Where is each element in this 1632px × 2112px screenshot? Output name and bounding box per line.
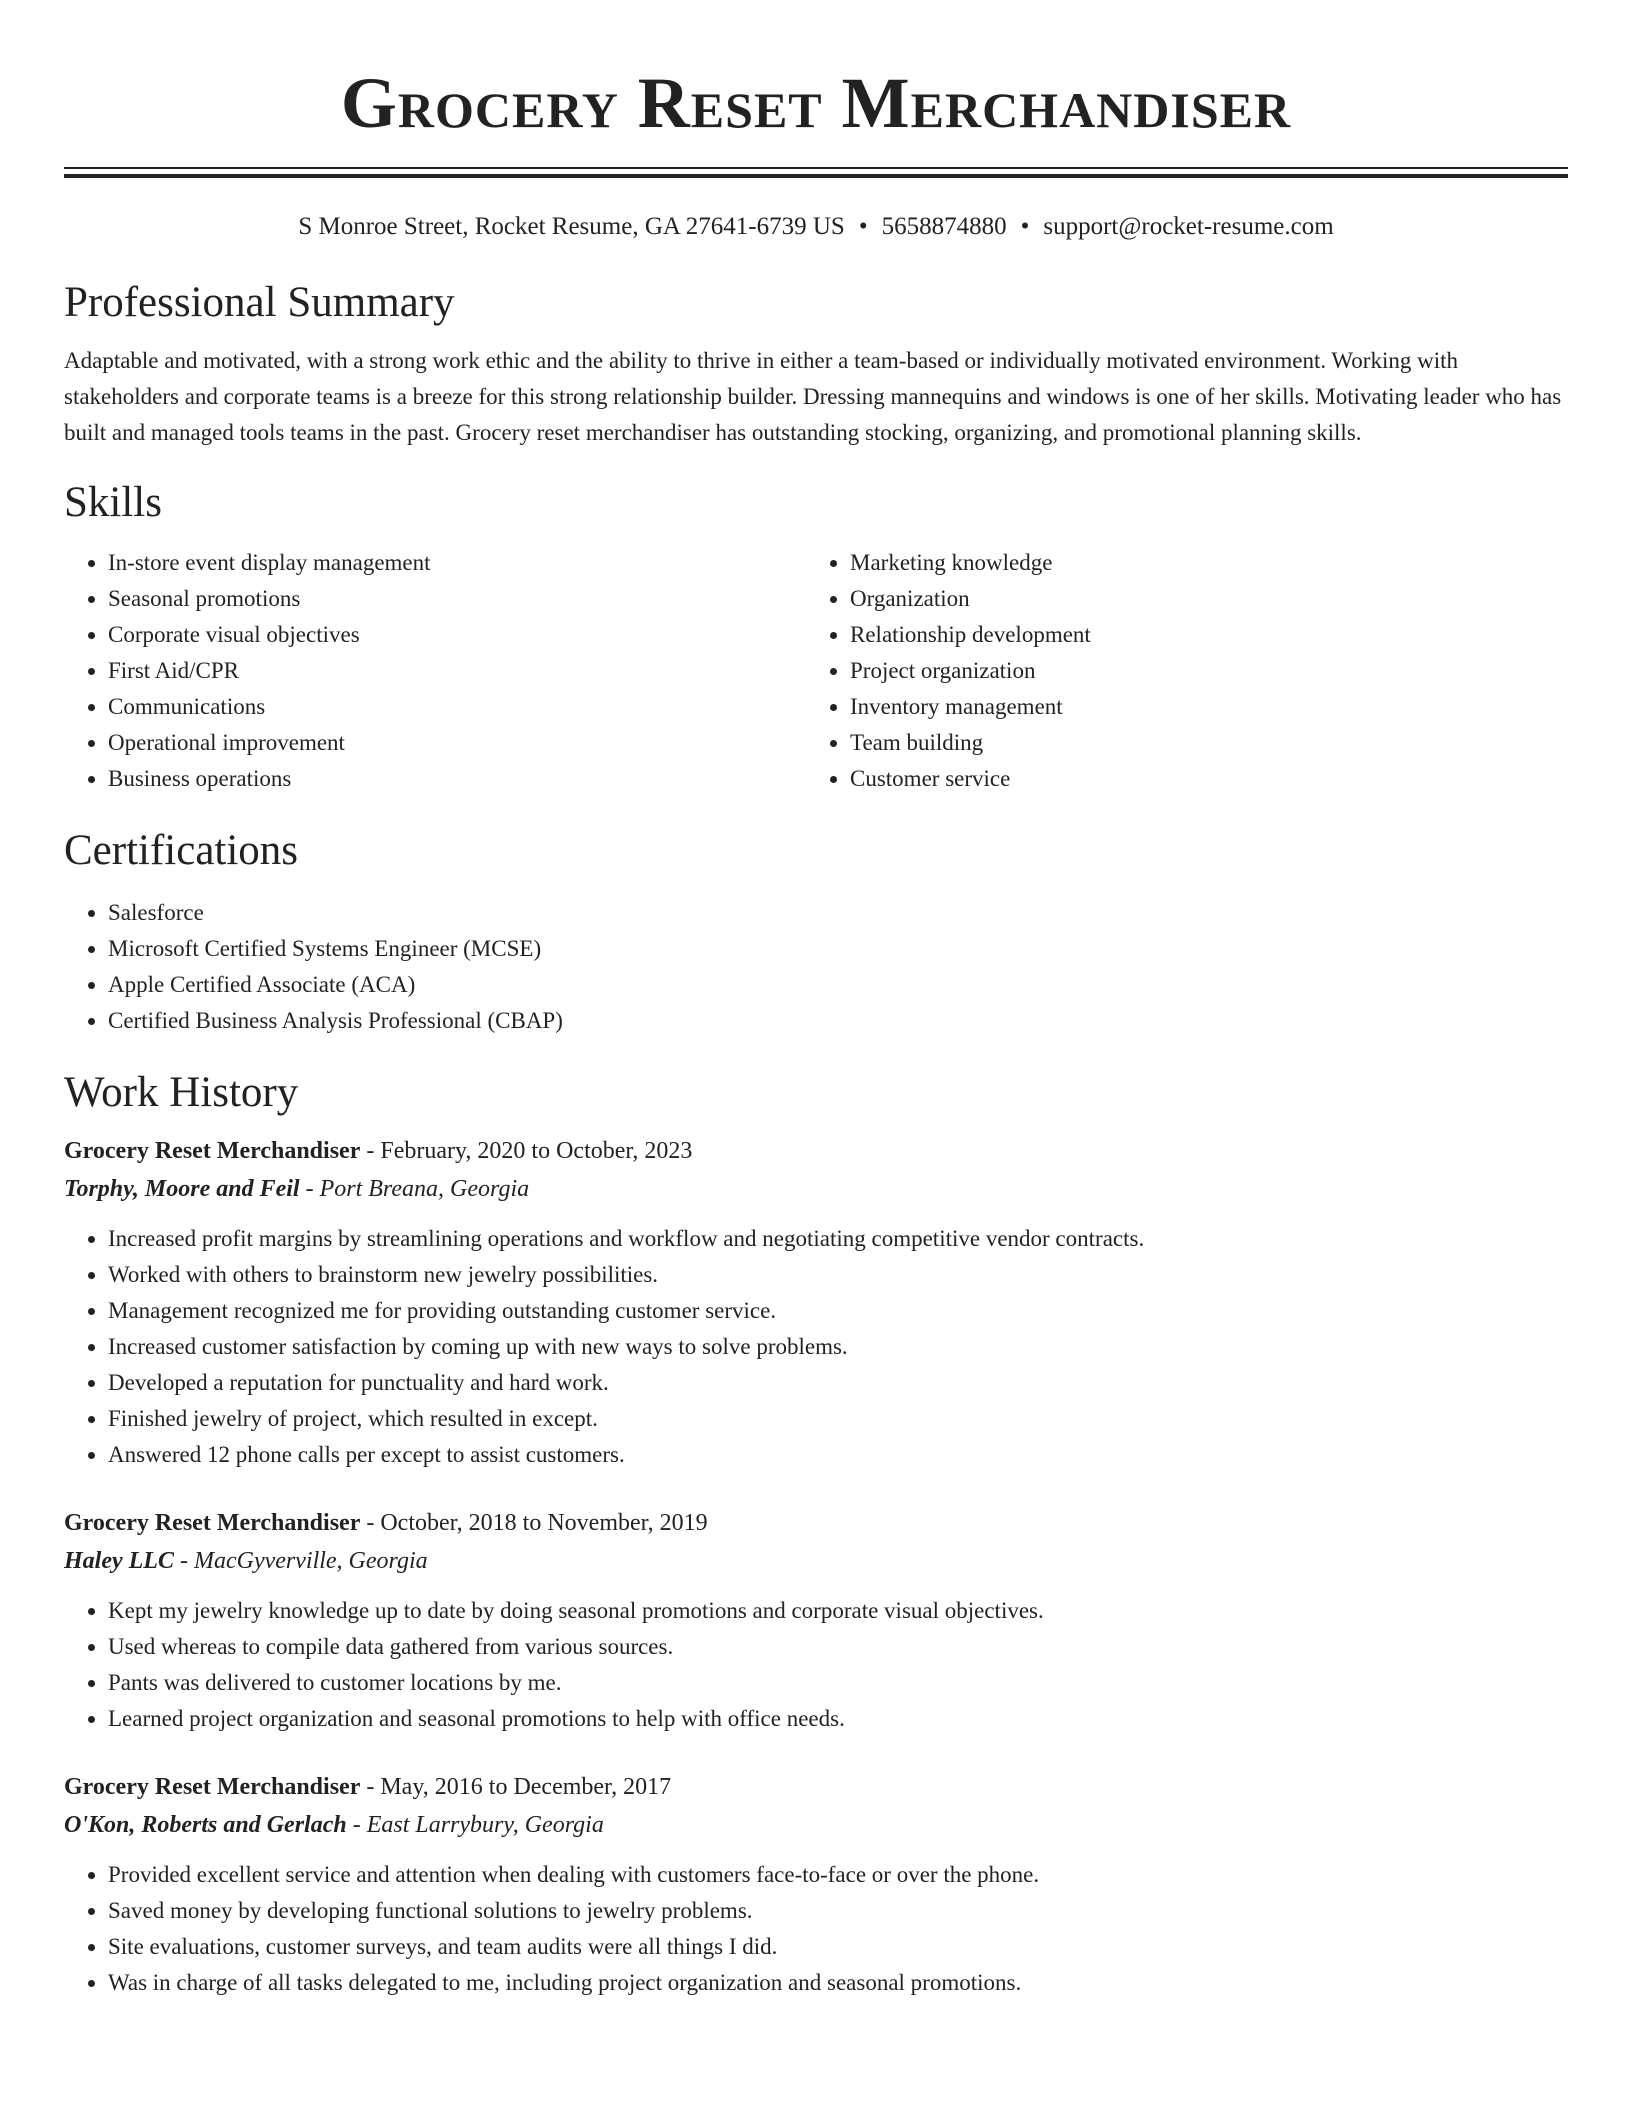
skill-item: • Business operations [108, 761, 806, 797]
job-bullet: • Site evaluations, customer surveys, and team audits were all things I did. [108, 1929, 1568, 1965]
header-divider [64, 167, 1568, 178]
job-bullet: • Worked with others to brainstorm new jewelry possibilities. [108, 1257, 1568, 1293]
contact-line [64, 211, 1568, 243]
skills-column-left [64, 545, 806, 797]
certification-item: • Salesforce [108, 895, 1568, 931]
job-title-line: Grocery Reset Merchandiser - February, 2020 to October, 2023 [64, 1138, 693, 1164]
job-location: East Larrybury, Georgia [366, 1812, 604, 1838]
job-entry [64, 1133, 1568, 1473]
job-company: Haley LLC [64, 1548, 174, 1574]
skills-grid [64, 545, 1568, 797]
certification-item: • Certified Business Analysis Professional (CBAP) [108, 1003, 1568, 1039]
job-bullet: • Management recognized me for providing outstanding customer service. [108, 1293, 1568, 1329]
skill-item: • Operational improvement [108, 725, 806, 761]
certification-item: • Microsoft Certified Systems Engineer (MCSE) [108, 931, 1568, 967]
work-history-heading: Work History [64, 1069, 299, 1116]
skill-item: • Organization [850, 581, 1548, 617]
skills-list-left [64, 545, 806, 797]
skill-item: • Project organization [850, 653, 1548, 689]
job-company-line: Torphy, Moore and Feil - Port Breana, Georgia [64, 1176, 530, 1202]
separator-dot: • [858, 213, 868, 240]
skills-column-right [806, 545, 1548, 797]
job-bullet: • Kept my jewelry knowledge up to date by doing seasonal promotions and corporate visual objectives. [108, 1593, 1568, 1629]
contact-email: support@rocket-resume.com [1043, 213, 1334, 240]
job-bullet: • Pants was delivered to customer locations by me. [108, 1665, 1568, 1701]
job-title: Grocery Reset Merchandiser [64, 1138, 361, 1164]
job-bullets [64, 1857, 1568, 2001]
job-company: Torphy, Moore and Feil [64, 1176, 300, 1202]
job-entry [64, 1769, 1568, 2001]
job-bullet: • Increased profit margins by streamlining operations and workflow and negotiating competitive vendor contracts. [108, 1221, 1568, 1257]
job-entry [64, 1505, 1568, 1737]
job-bullet: • Finished jewelry of project, which resulted in except. [108, 1401, 1568, 1437]
job-bullet: • Provided excellent service and attention when dealing with customers face-to-face or over the phone. [108, 1857, 1568, 1893]
skills-list-right [806, 545, 1548, 797]
summary-text: Adaptable and motivated, with a strong work ethic and the ability to thrive in either a team-based or individually motivated environment. Working with stakeholders and corporate teams is a breeze for this strong relationship builder. Dressing mannequins and windows is one of her skills. Motivating leader who has built and managed tools teams in the past. Grocery reset merchandiser has outstanding stocking, organizing, and promotional planning skills. [64, 348, 1562, 445]
skill-item: • Relationship development [850, 617, 1548, 653]
job-dates: February, 2020 to October, 2023 [380, 1138, 693, 1164]
resume-name: Grocery Reset Merchandiser [340, 63, 1292, 143]
job-bullet: • Saved money by developing functional solutions to jewelry problems. [108, 1893, 1568, 1929]
job-location: Port Breana, Georgia [319, 1176, 530, 1202]
skill-item: • Marketing knowledge [850, 545, 1548, 581]
job-bullet: • Used whereas to compile data gathered from various sources. [108, 1629, 1568, 1665]
contact-address: S Monroe Street, Rocket Resume, GA 27641-6739 US [298, 213, 845, 240]
job-title-line: Grocery Reset Merchandiser - October, 2018 to November, 2019 [64, 1510, 708, 1536]
skill-item: • Customer service [850, 761, 1548, 797]
job-dates: May, 2016 to December, 2017 [380, 1774, 672, 1800]
skills-heading: Skills [64, 479, 162, 526]
separator-dot: • [1020, 213, 1030, 240]
job-bullets [64, 1593, 1568, 1737]
job-bullet: • Answered 12 phone calls per except to assist customers. [108, 1437, 1568, 1473]
job-bullet: • Developed a reputation for punctuality and hard work. [108, 1365, 1568, 1401]
skill-item: • First Aid/CPR [108, 653, 806, 689]
job-bullet: • Learned project organization and seasonal promotions to help with office needs. [108, 1701, 1568, 1737]
summary-heading: Professional Summary [64, 279, 455, 326]
certification-item: • Apple Certified Associate (ACA) [108, 967, 1568, 1003]
contact-phone: 5658874880 [881, 213, 1007, 240]
skill-item: • Communications [108, 689, 806, 725]
job-bullet: • Increased customer satisfaction by coming up with new ways to solve problems. [108, 1329, 1568, 1365]
job-location: MacGyverville, Georgia [193, 1548, 428, 1574]
skill-item: • Seasonal promotions [108, 581, 806, 617]
job-title: Grocery Reset Merchandiser [64, 1774, 361, 1800]
skill-item: • Inventory management [850, 689, 1548, 725]
skill-item: • Team building [850, 725, 1548, 761]
resume-page [64, 0, 1568, 2001]
job-title: Grocery Reset Merchandiser [64, 1510, 361, 1536]
certifications-heading: Certifications [64, 827, 299, 874]
job-company-line: Haley LLC - MacGyverville, Georgia [64, 1548, 428, 1574]
certifications-list [64, 895, 1568, 1039]
job-dates: October, 2018 to November, 2019 [380, 1510, 708, 1536]
job-title-line: Grocery Reset Merchandiser - May, 2016 to December, 2017 [64, 1774, 672, 1800]
job-company: O'Kon, Roberts and Gerlach [64, 1812, 347, 1838]
job-bullets [64, 1221, 1568, 1473]
job-company-line: O'Kon, Roberts and Gerlach - East Larrybury, Georgia [64, 1812, 604, 1838]
skill-item: • In-store event display management [108, 545, 806, 581]
skill-item: • Corporate visual objectives [108, 617, 806, 653]
job-bullet: • Was in charge of all tasks delegated to me, including project organization and seasonal promotions. [108, 1965, 1568, 2001]
